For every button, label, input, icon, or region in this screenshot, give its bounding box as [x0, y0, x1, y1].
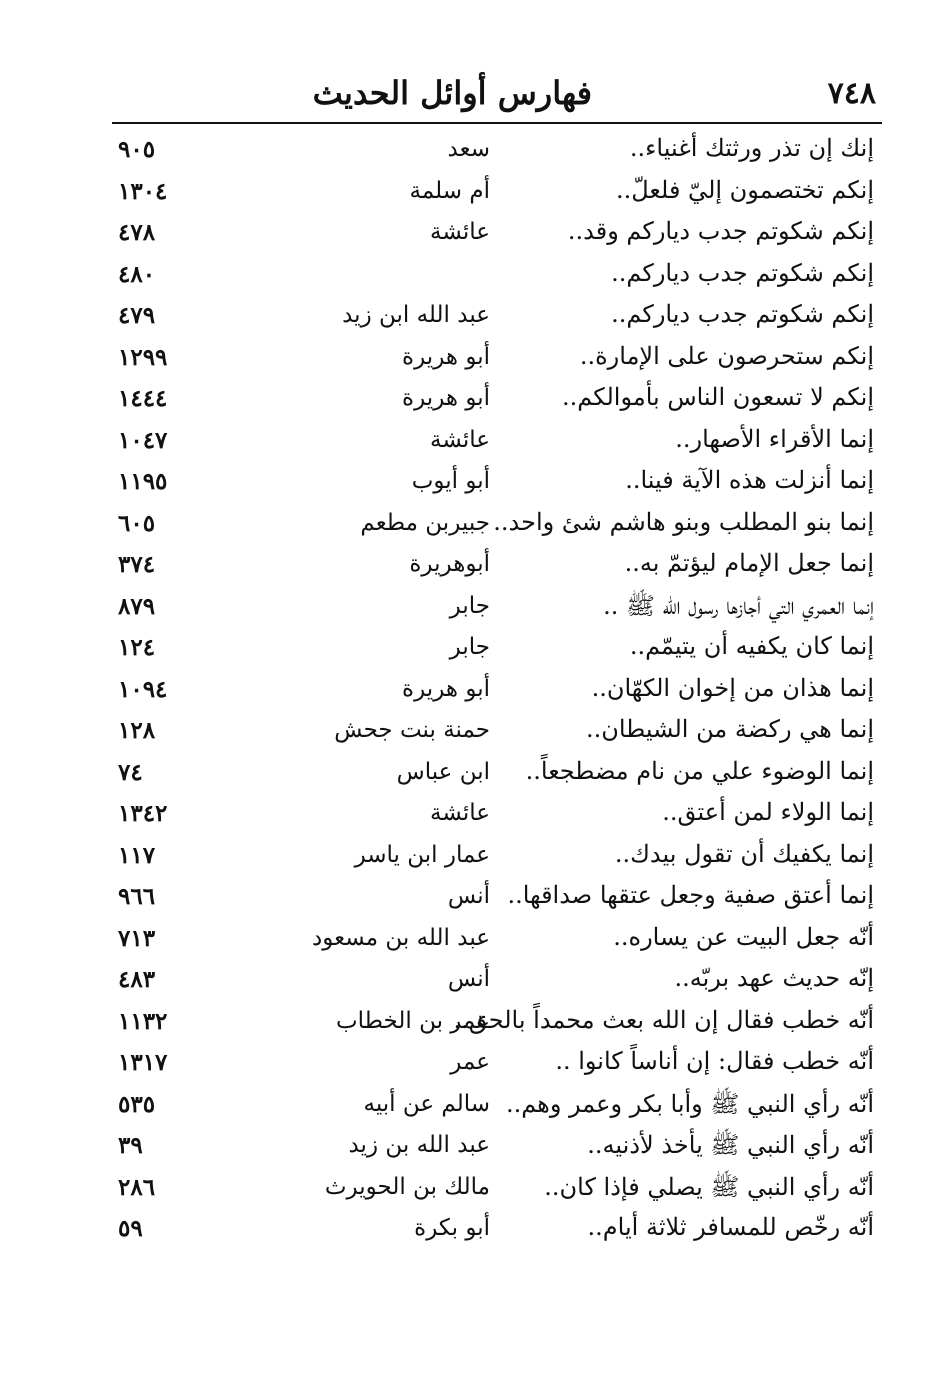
index-page	[112, 70, 882, 1251]
narrator-name: عبد الله بن زيد	[348, 1132, 490, 1158]
hadith-opening: أنّه رخّص للمسافر ثلاثة أيام..	[587, 1213, 874, 1241]
hadith-opening: إنك إن تذر ورثتك أغنياء..	[629, 134, 874, 162]
narrator-name: عائشة	[430, 219, 490, 245]
hadith-opening: إنما العمري التي أجازها رسول الله ﷺ ..	[603, 591, 874, 620]
narrator-name: جابر	[449, 592, 490, 619]
narrator-name: ابن عباس	[396, 758, 490, 785]
index-row	[112, 255, 882, 297]
hadith-opening: إنما بنو المطلب وبنو هاشم شئ واحد..	[493, 507, 874, 536]
narrator-name: حمنة بنت جحش	[334, 717, 490, 743]
hadith-opening: إنما أنزلت هذه الآية فينا..	[625, 466, 874, 494]
index-row	[112, 1043, 882, 1085]
hadith-opening: إنما يكفيك أن تقول بيدك..	[614, 839, 874, 868]
hadith-opening: إنما كان يكفيه أن يتيمّم..	[629, 632, 874, 660]
hadith-opening: إنما أعتق صفية وجعل عتقها صداقها..	[507, 881, 874, 909]
index-row	[112, 711, 882, 753]
hadith-number: ٢٨٦	[118, 1173, 156, 1201]
narrator-name: عمر بن الخطاب	[335, 1007, 490, 1034]
index-row	[112, 836, 882, 878]
index-row	[112, 919, 882, 961]
index-row	[112, 296, 882, 338]
narrator-name: أبوهريرة	[409, 551, 490, 577]
hadith-opening: أنّه جعل البيت عن يساره..	[613, 922, 874, 951]
hadith-number: ١٢٨	[118, 717, 156, 744]
hadith-number: ١٢٩٩	[118, 343, 168, 371]
hadith-number: ٥٩	[118, 1215, 143, 1242]
hadith-opening: إنكم تختصمون إليّ فلعلّ..	[616, 175, 874, 204]
page-header	[112, 70, 882, 122]
hadith-number: ١٢٤	[118, 634, 156, 661]
hadith-number: ١١٣٢	[118, 1007, 168, 1035]
hadith-number: ١٣٤٢	[118, 800, 168, 827]
narrator-name: مالك بن الحويرث	[324, 1173, 490, 1200]
narrator-name: سعد	[447, 136, 490, 162]
hadith-number: ٦٠٥	[118, 509, 156, 537]
hadith-number: ١٠٩٤	[118, 675, 168, 703]
hadith-number: ٤٨٣	[118, 966, 156, 993]
page-title: فهارس أوائل الحديث	[312, 74, 592, 112]
index-row	[112, 794, 882, 836]
hadith-opening: إنكم لا تسعون الناس بأموالكم..	[561, 383, 874, 411]
index-row	[112, 1126, 882, 1168]
index-row	[112, 877, 882, 919]
narrator-name: أنس	[447, 883, 490, 909]
narrator-name: سالم عن أبيه	[363, 1090, 490, 1117]
header-rule	[112, 122, 882, 124]
index-row	[112, 1209, 882, 1251]
hadith-number: ٩٠٥	[118, 136, 156, 163]
narrator-name: أبو بكرة	[414, 1215, 490, 1241]
index-row	[112, 587, 882, 629]
hadith-opening: أنّه رأي النبي ﷺ يصلي فإذا كان..	[544, 1172, 874, 1201]
hadith-opening: أنّه خطب فقال إن الله بعث محمداً بالحق..	[453, 1005, 874, 1034]
narrator-name: عبد الله بن مسعود	[312, 924, 490, 951]
hadith-number: ٤٧٩	[118, 302, 156, 329]
narrator-name: عائشة	[430, 426, 490, 453]
hadith-index-list	[112, 130, 882, 1251]
index-row	[112, 130, 882, 172]
hadith-opening: أنّه رأي النبي ﷺ يأخذ لأذنيه..	[587, 1131, 874, 1159]
hadith-number: ٣٧٤	[118, 551, 156, 578]
narrator-name: أبو أيوب	[411, 468, 490, 494]
narrator-name: عائشة	[430, 800, 490, 826]
narrator-name: أنس	[447, 966, 490, 992]
hadith-number: ٩٦٦	[118, 883, 156, 910]
narrator-name: أبو هريرة	[402, 675, 490, 702]
hadith-opening: إنكم شكوتم جدب دياركم..	[611, 258, 874, 287]
hadith-opening: إنما هي ركضة من الشيطان..	[585, 715, 874, 743]
hadith-number: ١١٩٥	[118, 468, 168, 495]
hadith-opening: إنما جعل الإمام ليؤتمّ به..	[624, 549, 874, 577]
hadith-number: ٥٣٥	[118, 1090, 156, 1118]
hadith-opening: إنّه حديث عهد بربّه..	[674, 964, 874, 992]
narrator-name: أبو هريرة	[402, 343, 490, 370]
index-row	[112, 379, 882, 421]
hadith-number: ١١٧	[118, 841, 156, 869]
hadith-opening: إنكم شكوتم جدب دياركم..	[611, 300, 874, 328]
hadith-opening: إنما الولاء لمن أعتق..	[662, 798, 874, 826]
hadith-number: ٤٧٨	[118, 219, 156, 246]
index-row	[112, 753, 882, 795]
narrator-name: عمار ابن ياسر	[354, 841, 490, 868]
hadith-number: ١٠٤٧	[118, 426, 168, 454]
narrator-name: عبد الله ابن زيد	[342, 302, 490, 328]
hadith-opening: إنما الوضوء علي من نام مضطجعاً..	[525, 756, 874, 785]
index-row	[112, 1085, 882, 1127]
hadith-opening: إنما هذان من إخوان الكهّان..	[591, 673, 874, 702]
index-row	[112, 960, 882, 1002]
index-row	[112, 1002, 882, 1044]
hadith-number: ١٤٤٤	[118, 385, 168, 412]
hadith-number: ٧١٣	[118, 924, 156, 952]
index-row	[112, 172, 882, 214]
index-row	[112, 213, 882, 255]
hadith-opening: إنما الأقراء الأصهار..	[675, 424, 874, 453]
narrator-name: أبو هريرة	[402, 385, 490, 411]
index-row	[112, 504, 882, 546]
hadith-opening: أنّه خطب فقال: إن أناساً كانوا ..	[555, 1047, 874, 1075]
hadith-number: ٤٨٠	[118, 260, 156, 288]
index-row	[112, 670, 882, 712]
hadith-opening: إنكم شكوتم جدب دياركم وقد..	[567, 217, 874, 245]
hadith-number: ٨٧٩	[118, 592, 156, 620]
index-row	[112, 421, 882, 463]
hadith-number: ٧٤	[118, 758, 143, 786]
index-row	[112, 628, 882, 670]
page-number: ٧٤٨	[827, 76, 876, 111]
index-row	[112, 462, 882, 504]
hadith-number: ١٣١٧	[118, 1049, 168, 1076]
narrator-name: أم سلمة	[409, 177, 490, 204]
index-row	[112, 1168, 882, 1210]
hadith-number: ١٣٠٤	[118, 177, 168, 205]
hadith-opening: إنكم ستحرصون على الإمارة..	[579, 341, 874, 370]
hadith-opening: أنّه رأي النبي ﷺ وأبا بكر وعمر وهم..	[505, 1089, 874, 1118]
narrator-name: جبيربن مطعم	[360, 509, 490, 536]
narrator-name: عمر	[450, 1049, 490, 1075]
hadith-number: ٣٩	[118, 1132, 143, 1159]
narrator-name: جابر	[449, 634, 490, 660]
index-row	[112, 338, 882, 380]
index-row	[112, 545, 882, 587]
